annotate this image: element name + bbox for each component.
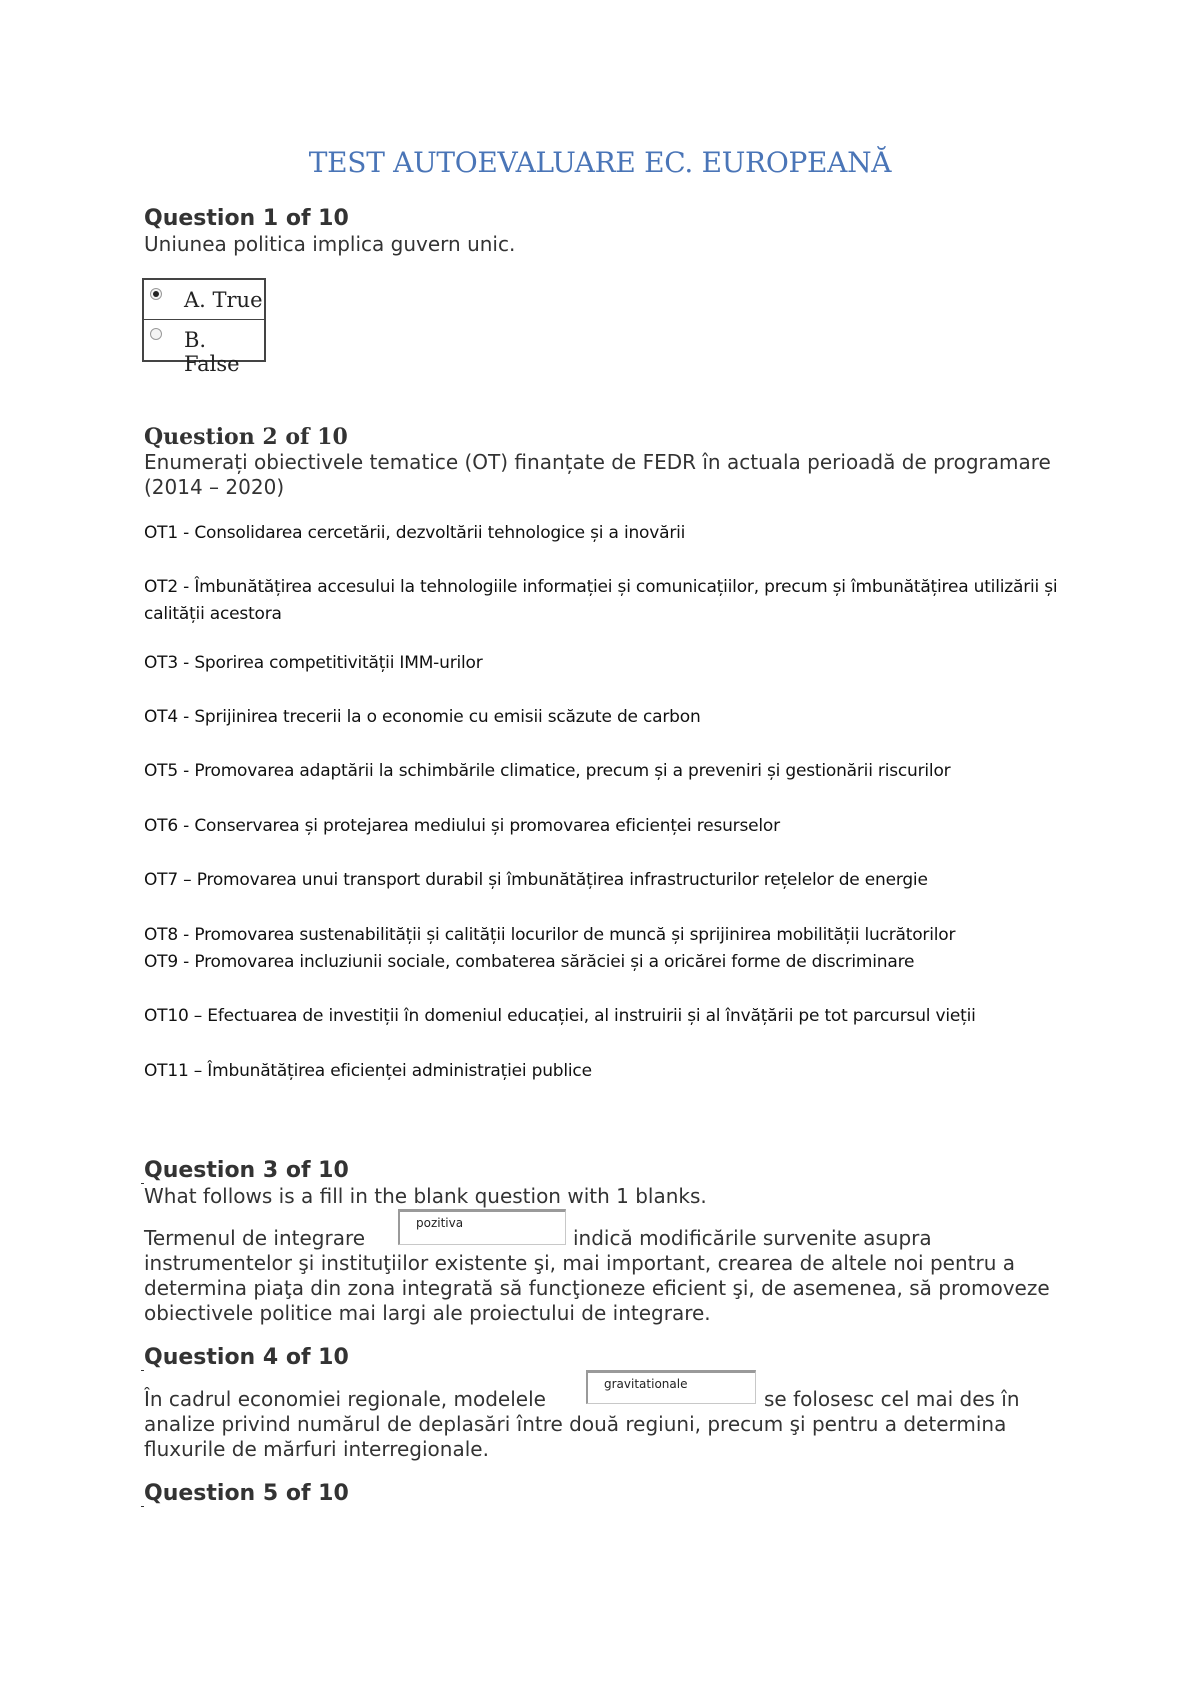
ot-item: OT9 - Promovarea incluziunii sociale, combaterea sărăciei și a oricărei forme de discriminare <box>144 952 915 972</box>
document-title: TEST AUTOEVALUARE EC. EUROPEANĂ <box>308 146 892 179</box>
ot-item: OT7 – Promovarea unui transport durabil și îmbunătățirea infrastructurilor rețelelor de energie <box>144 870 928 890</box>
question-5-heading: Question 5 of 10 <box>144 1481 349 1506</box>
question-4-text-before-blank: În cadrul economiei regionale, modelele <box>144 1387 546 1411</box>
answer-label-true: A. True <box>184 288 263 312</box>
question-5-marker <box>141 1506 144 1507</box>
ot-item: OT5 - Promovarea adaptării la schimbările climatice, precum și a preveniri și gestionării riscurilor <box>144 761 951 781</box>
ot-item: OT10 – Efectuarea de investiții în domeniul educației, al instruirii și al învățării pe tot parcursul vieții <box>144 1006 976 1026</box>
ot-item: OT6 - Conservarea și protejarea mediului și promovarea eficienței resurselor <box>144 816 780 836</box>
question-4-marker <box>141 1370 144 1371</box>
question-2-text: Enumerați obiectivele tematice (OT) finanțate de FEDR în actuala perioadă de programare (2014 – 2020) <box>144 450 1051 499</box>
ot-item: OT8 - Promovarea sustenabilității și calității locurilor de muncă și sprijinirea mobilității lucrătorilor <box>144 925 956 945</box>
question-3-text-before-blank: Termenul de integrare <box>144 1226 366 1250</box>
ot-item: OT2 - Îmbunătățirea accesului la tehnologiile informației și comunicațiilor, precum și îmbunătățirea utilizării și calității acestora <box>144 577 1058 624</box>
question-1-text: Uniunea politica implica guvern unic. <box>144 232 516 256</box>
question-3-text-rest: instrumentelor şi instituţiilor existente şi, mai important, crearea de altele noi pentru a determina piaţa din zona integrată să funcţioneze eficient şi, de asemenea, să promoveze obiectivele politice mai largi ale proiectului de integrare. <box>144 1251 1050 1325</box>
question-2-heading: Question 2 of 10 <box>144 424 348 450</box>
ot-item: OT4 - Sprijinirea trecerii la o economie cu emisii scăzute de carbon <box>144 707 701 727</box>
answer-label-false: B. False <box>184 328 240 376</box>
question-1-answer-table <box>142 278 266 376</box>
question-4-heading: Question 4 of 10 <box>144 1345 349 1370</box>
question-4-text-rest: analize privind numărul de deplasări între două regiuni, precum şi pentru a determina fluxurile de mărfuri interregionale. <box>144 1412 1007 1461</box>
question-1-heading: Question 1 of 10 <box>144 206 349 231</box>
answer-option-false[interactable] <box>144 320 264 376</box>
ot-item: OT3 - Sporirea competitivității IMM-urilor <box>144 653 483 673</box>
question-3-instruction: What follows is a fill in the blank question with 1 blanks. <box>144 1184 707 1208</box>
ot-item: OT11 – Îmbunătățirea eficienței administrației publice <box>144 1061 592 1081</box>
radio-selected-icon[interactable] <box>150 288 162 300</box>
question-3-heading: Question 3 of 10 <box>144 1158 349 1183</box>
question-4-blank-value: gravitationale <box>604 1377 688 1391</box>
question-3-blank-input[interactable] <box>398 1209 566 1245</box>
question-3-text-after-blank: indică modificările survenite asupra <box>573 1226 932 1250</box>
ot-item: OT1 - Consolidarea cercetării, dezvoltării tehnologice și a inovării <box>144 523 686 543</box>
question-4-text-after-blank: se folosesc cel mai des în <box>764 1387 1020 1411</box>
answer-option-true[interactable] <box>144 280 264 320</box>
question-4-blank-input[interactable] <box>586 1370 756 1404</box>
radio-unselected-icon[interactable] <box>150 328 162 340</box>
question-3-blank-value: pozitiva <box>416 1216 464 1230</box>
